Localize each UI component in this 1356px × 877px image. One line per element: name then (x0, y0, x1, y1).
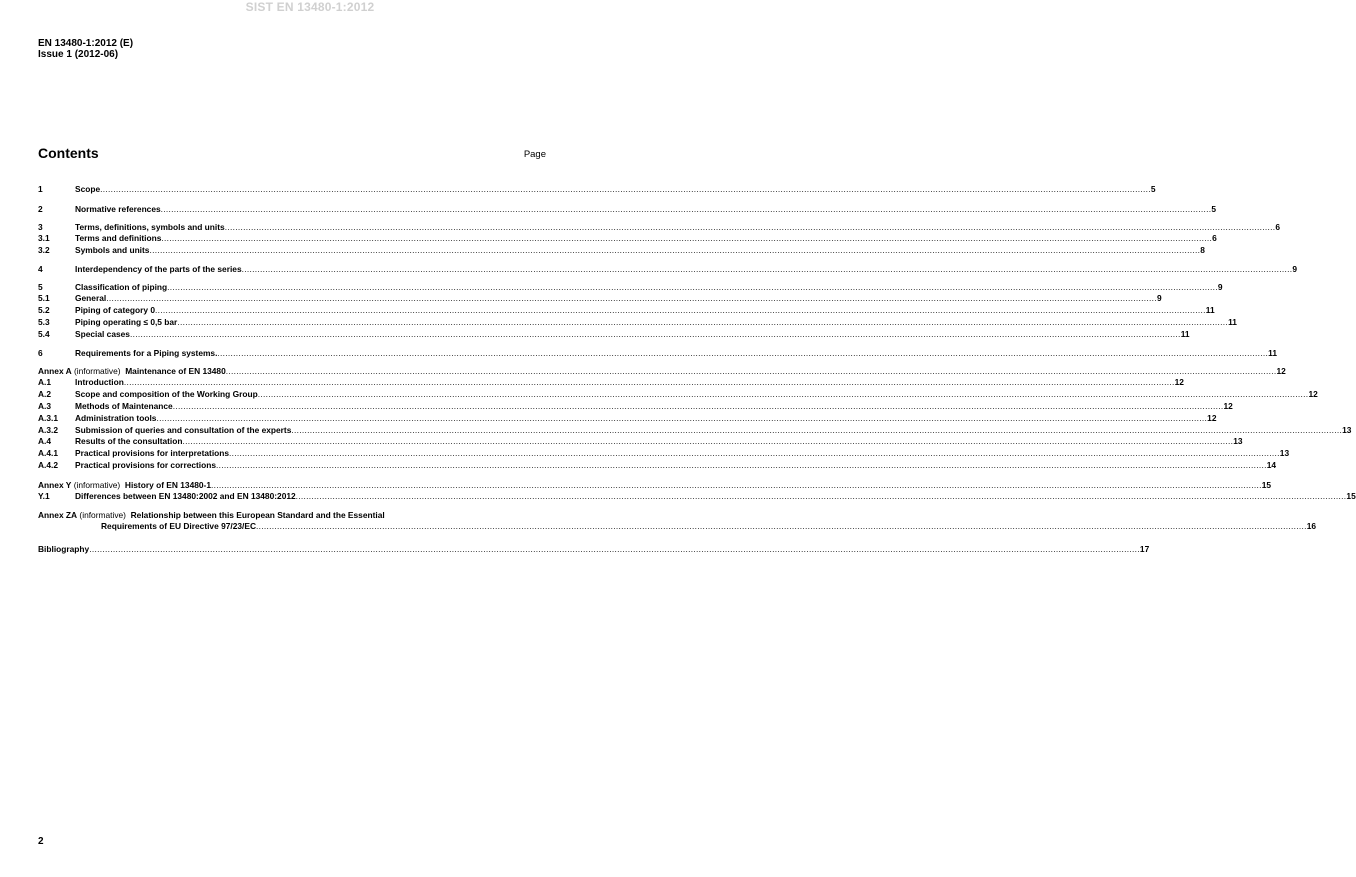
toc-entry-number: 5.3 (38, 317, 50, 327)
toc-dot-leader: ................................................................................................................................................................................................................................................................................................................................................................................................................ (291, 425, 1343, 435)
toc-dot-leader: ................................................................................................................................................................................................................................................................................................................................................................................................................ (256, 521, 1307, 531)
toc-entry-number: 3 (38, 222, 43, 232)
toc-entry-number: 3.2 (38, 245, 50, 255)
toc-entry-title: Practical provisions for corrections (75, 460, 217, 470)
toc-entry[interactable] (38, 293, 1162, 304)
toc-entry-number: 5.1 (38, 293, 50, 303)
toc-entry-title: Requirements for a Piping systems. (75, 348, 218, 358)
toc-entry-title: Bibliography (38, 544, 90, 554)
toc-entry-title: Terms and definitions (75, 233, 162, 243)
toc-entry-number: 5.2 (38, 305, 50, 315)
toc-entry-page: 13 (1233, 436, 1243, 446)
toc-entry-number: A.4.2 (38, 460, 59, 470)
toc-dot-leader: ................................................................................................................................................................................................................................................................................................................................................................................................................ (100, 184, 1151, 194)
toc-entry-page: 5 (1211, 204, 1217, 214)
toc-entry[interactable] (38, 389, 1318, 400)
toc-dot-leader: ................................................................................................................................................................................................................................................................................................................................................................................................................ (225, 366, 1277, 376)
toc-dot-leader: ................................................................................................................................................................................................................................................................................................................................................................................................................ (106, 293, 1157, 303)
toc-entry-number: 5.4 (38, 329, 50, 339)
toc-entry[interactable] (38, 544, 1150, 555)
toc-entry-title: Results of the consultation (75, 436, 183, 446)
toc-entry-page: 15 (1261, 480, 1272, 490)
toc-entry-page: 9 (1292, 264, 1298, 274)
toc-entry-page: 8 (1200, 245, 1205, 255)
toc-dot-leader: ................................................................................................................................................................................................................................................................................................................................................................................................................ (241, 264, 1293, 274)
toc-entry[interactable] (38, 222, 1281, 233)
toc-entry-number: 2 (38, 204, 43, 214)
toc-entry-page: 6 (1275, 222, 1281, 232)
toc-entry-title: Piping of category 0 (75, 305, 156, 315)
toc-entry-title: Scope and composition of the Working Group (75, 389, 258, 399)
toc-annex-entry[interactable] (38, 510, 1317, 531)
toc-dot-leader: ................................................................................................................................................................................................................................................................................................................................................................................................................ (177, 317, 1229, 327)
toc-entry-title: Terms, definitions, symbols and units (75, 222, 225, 232)
toc-dot-leader: ................................................................................................................................................................................................................................................................................................................................................................................................................ (156, 413, 1208, 423)
toc-dot-leader: ................................................................................................................................................................................................................................................................................................................................................................................................................ (89, 544, 1140, 554)
toc-entry-title: Administration tools (75, 413, 157, 423)
toc-entry[interactable] (38, 245, 1205, 256)
toc-entry-number: 1 (38, 184, 43, 194)
toc-entry-page: 12 (1223, 401, 1233, 411)
toc-entry-number: A.3.1 (38, 413, 59, 423)
toc-entry-title: Maintenance of EN 13480 (125, 366, 226, 376)
toc-entry[interactable] (38, 448, 1290, 459)
contents-title: Contents (38, 145, 99, 161)
toc-entry[interactable] (38, 317, 1237, 328)
toc-entry-title-continued: Requirements of EU Directive 97/23/EC (101, 521, 256, 531)
toc-entry-page: 15 (1346, 491, 1356, 501)
toc-entry-page: 12 (1207, 413, 1217, 423)
toc-dot-leader: ................................................................................................................................................................................................................................................................................................................................................................................................................ (155, 305, 1206, 315)
toc-dot-leader: ................................................................................................................................................................................................................................................................................................................................................................................................................ (160, 204, 1212, 214)
toc-entry-number: Y.1 (38, 491, 50, 501)
toc-entry-page: 12 (1308, 389, 1318, 399)
document-issue: Issue 1 (2012-06) (38, 49, 119, 60)
toc-entry[interactable] (38, 264, 1298, 275)
toc-entry-page: 9 (1217, 282, 1223, 292)
page-number: 2 (38, 836, 44, 847)
toc-annex-label: Annex ZA (38, 510, 78, 520)
toc-entry-title: Interdependency of the parts of the series (75, 264, 242, 274)
toc-entry-page: 11 (1228, 317, 1237, 327)
toc-dot-leader: ................................................................................................................................................................................................................................................................................................................................................................................................................ (224, 222, 1276, 232)
document-identifier (38, 38, 133, 60)
toc-dot-leader: ................................................................................................................................................................................................................................................................................................................................................................................................................ (182, 436, 1234, 446)
toc-entry[interactable] (38, 184, 1156, 195)
toc-entry-number: A.3 (38, 401, 52, 411)
toc-dot-leader: ................................................................................................................................................................................................................................................................................................................................................................................................................ (229, 448, 1280, 458)
watermark: SIST EN 13480-1:2012 (245, 0, 375, 14)
toc-entry-title: Piping operating ≤ 0,5 bar (75, 317, 178, 327)
toc-annex-kind: (informative) (79, 510, 126, 520)
toc-entry-number: A.4 (38, 436, 52, 446)
toc-entry-page: 11 (1268, 348, 1278, 358)
toc-dot-leader: ................................................................................................................................................................................................................................................................................................................................................................................................................ (295, 491, 1347, 501)
toc-entry-page: 16 (1306, 521, 1317, 531)
toc-entry-page: 13 (1279, 448, 1290, 458)
toc-entry[interactable] (38, 377, 1184, 388)
toc-entry-number: 4 (38, 264, 43, 274)
toc-dot-leader: ................................................................................................................................................................................................................................................................................................................................................................................................................ (129, 329, 1181, 339)
toc-entry-title: History of EN 13480-1 (124, 480, 212, 490)
toc-entry[interactable] (38, 491, 1356, 502)
toc-entry[interactable] (38, 401, 1233, 412)
toc-entry[interactable] (38, 436, 1243, 447)
toc-entry-title: Scope (75, 184, 101, 194)
toc-entry-number: A.2 (38, 389, 52, 399)
toc-entry-title: Methods of Maintenance (75, 401, 173, 411)
page-column-label: Page (523, 149, 546, 160)
toc-dot-leader: ................................................................................................................................................................................................................................................................................................................................................................................................................ (216, 460, 1267, 470)
toc-entry-title: Differences between EN 13480:2002 and EN 13480:2012 (75, 491, 296, 501)
toc-entry[interactable] (38, 305, 1215, 316)
toc-annex-label: Annex A (38, 366, 72, 376)
toc-entry-title: Normative references (75, 204, 161, 214)
toc-dot-leader: ................................................................................................................................................................................................................................................................................................................................................................................................................ (161, 233, 1213, 243)
toc-entry-title: Introduction (75, 377, 124, 387)
toc-dot-leader: ................................................................................................................................................................................................................................................................................................................................................................................................................ (167, 282, 1218, 292)
toc-entry-page: 9 (1156, 293, 1162, 303)
toc-entry-number: 3.1 (38, 233, 50, 243)
toc-entry-title: Symbols and units (75, 245, 150, 255)
toc-entry[interactable] (38, 282, 1223, 293)
toc-entry[interactable] (38, 425, 1352, 436)
toc-entry-title: Relationship between this European Standard and the Essential (130, 510, 385, 520)
toc-annex-entry[interactable] (38, 366, 1286, 377)
toc-annex-kind: (informative) (73, 480, 121, 490)
toc-entry-number: A.1 (38, 377, 52, 387)
toc-entry[interactable] (38, 204, 1217, 215)
toc-entry-page: 12 (1174, 377, 1184, 387)
toc-entry[interactable] (38, 348, 1278, 359)
toc-dot-leader: ................................................................................................................................................................................................................................................................................................................................................................................................................ (211, 480, 1262, 490)
toc-entry-page: 6 (1212, 233, 1217, 243)
toc-entry-page: 11 (1180, 329, 1190, 339)
toc-entry-title: General (75, 293, 107, 303)
toc-entry[interactable] (38, 460, 1277, 471)
toc-entry-number: A.3.2 (38, 425, 59, 435)
toc-entry-title: Practical provisions for interpretations (75, 448, 230, 458)
toc-annex-kind: (informative) (74, 366, 121, 376)
toc-dot-leader: ................................................................................................................................................................................................................................................................................................................................................................................................................ (172, 401, 1224, 411)
toc-dot-leader: ................................................................................................................................................................................................................................................................................................................................................................................................................ (149, 245, 1201, 255)
toc-entry[interactable] (38, 413, 1217, 424)
toc-entry-number: 6 (38, 348, 43, 358)
toc-entry-title: Special cases (75, 329, 130, 339)
document-number: EN 13480-1:2012 (E) (38, 38, 134, 49)
toc-dot-leader: ................................................................................................................................................................................................................................................................................................................................................................................................................ (257, 389, 1309, 399)
toc-annex-entry[interactable] (38, 480, 1272, 491)
toc-entry[interactable] (38, 233, 1217, 244)
toc-entry-number: 5 (38, 282, 43, 292)
toc-dot-leader: ................................................................................................................................................................................................................................................................................................................................................................................................................ (217, 348, 1269, 358)
toc-entry-page: 13 (1342, 425, 1352, 435)
toc-entry-page: 14 (1266, 460, 1277, 470)
toc-entry-page: 11 (1205, 305, 1215, 315)
toc-entry-title: Submission of queries and consultation of the experts (75, 425, 292, 435)
toc-entry[interactable] (38, 329, 1190, 340)
toc-annex-label: Annex Y (38, 480, 72, 490)
toc-entry-page: 12 (1276, 366, 1286, 376)
toc-entry-page: 5 (1150, 184, 1156, 194)
toc-entry-page: 17 (1139, 544, 1150, 554)
toc-dot-leader: ................................................................................................................................................................................................................................................................................................................................................................................................................ (123, 377, 1175, 387)
toc-entry-number: A.4.1 (38, 448, 59, 458)
toc-entry-title: Classification of piping (75, 282, 168, 292)
